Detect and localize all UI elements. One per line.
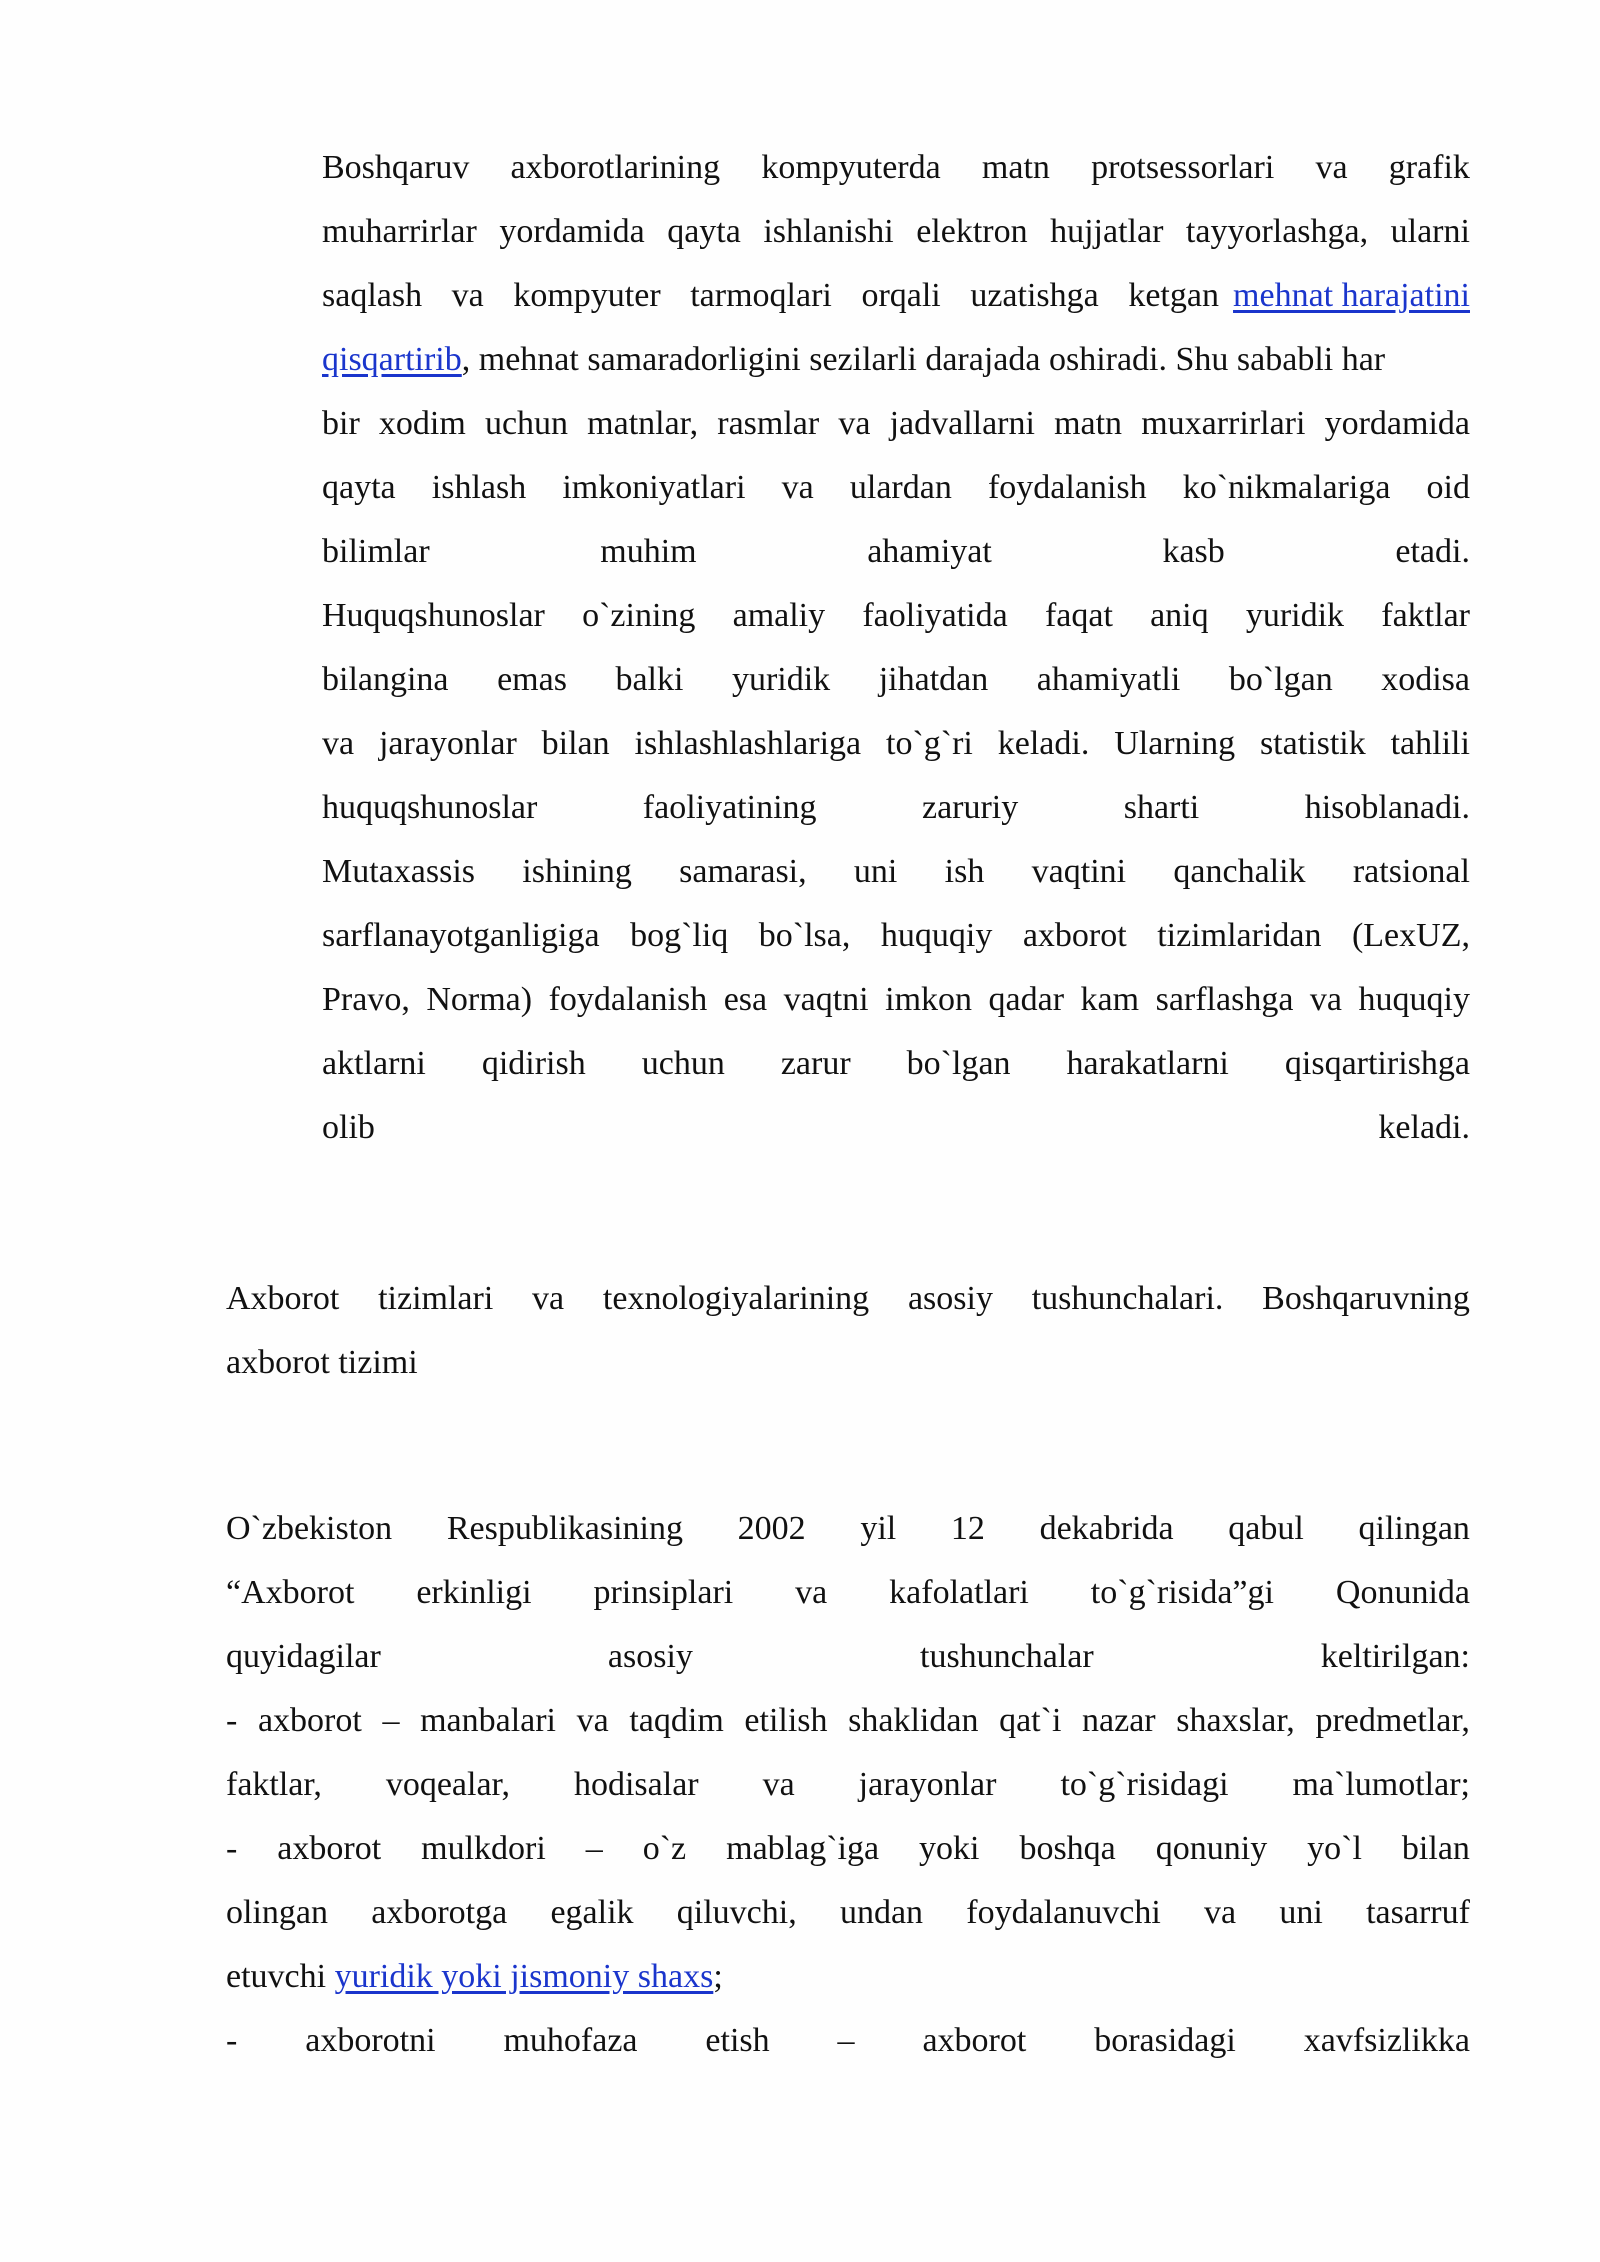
text-line	[322, 528, 1470, 576]
word: jarayonlar	[858, 1766, 997, 1803]
word: ma`lumotlar;	[1292, 1766, 1470, 1803]
word: va	[1315, 149, 1348, 186]
word: o`z	[642, 1830, 687, 1867]
word: tushunchalari.	[1031, 1280, 1224, 1317]
word: nazar	[1082, 1702, 1156, 1739]
word: matnlar,	[587, 405, 699, 442]
word: to`g`ri	[886, 725, 973, 762]
word: Boshqaruv	[322, 149, 470, 186]
text-line	[322, 464, 1470, 512]
word: foydalanish	[987, 469, 1147, 506]
word: sarflashga	[1155, 981, 1294, 1018]
word: aniq	[1150, 597, 1209, 634]
text-line	[322, 272, 1470, 320]
word: muhim	[600, 533, 697, 570]
word: xavfsizlikka	[1303, 2022, 1470, 2059]
word: Huquqshunoslar	[322, 597, 545, 634]
word: yuridik	[731, 661, 831, 698]
word: mulkdori	[421, 1830, 546, 1867]
word: protsessorlari	[1091, 149, 1275, 186]
word: uchun	[641, 1045, 725, 1082]
word: huquqiy	[880, 917, 993, 954]
link-mehnat-harajatini[interactable]: mehnat harajatini	[1233, 277, 1470, 314]
word: Mutaxassis	[322, 853, 475, 890]
word: to`g`risida”gi	[1090, 1574, 1274, 1611]
word: Axborot	[226, 1280, 340, 1317]
text-line	[322, 1104, 1470, 1152]
word: axborotlarining	[510, 149, 721, 186]
word: huquqiy	[1358, 981, 1470, 1018]
word: tahlili	[1390, 725, 1470, 762]
word: etilish	[744, 1702, 828, 1739]
link-qisqartirib[interactable]: qisqartirib	[322, 341, 462, 378]
word: qayta	[322, 469, 396, 506]
word: voqealar,	[385, 1766, 511, 1803]
word: keltirilgan:	[1320, 1638, 1470, 1675]
word: va	[838, 405, 871, 442]
word: qidirish	[481, 1045, 586, 1082]
text-line	[322, 720, 1470, 768]
word: Respublikasining	[446, 1510, 683, 1547]
word: qayta	[667, 213, 741, 250]
word: Pravo,	[322, 981, 410, 1018]
word: –	[585, 1830, 603, 1867]
word: 2002	[737, 1510, 806, 1547]
word: emas	[497, 661, 567, 698]
word: axborotni	[305, 2022, 436, 2059]
word: –	[382, 1702, 400, 1739]
word: borasidagi	[1094, 2022, 1236, 2059]
word: egalik	[550, 1894, 634, 1931]
text-line	[226, 1825, 1470, 1873]
word: prinsiplari	[593, 1574, 734, 1611]
word: tizimlaridan	[1157, 917, 1322, 954]
word: muharrirlar	[322, 213, 477, 250]
word: imkoniyatlari	[562, 469, 746, 506]
word: muxarrirlari	[1141, 405, 1306, 442]
text-line-segment	[322, 272, 1219, 320]
word: kasb	[1162, 533, 1225, 570]
word: boshqa	[1019, 1830, 1116, 1867]
word: tayyorlashga,	[1185, 213, 1369, 250]
word: kompyuterda	[761, 149, 941, 186]
word: ahamiyat	[867, 533, 992, 570]
text-line	[226, 2017, 1470, 2065]
word: xodim	[378, 405, 466, 442]
word: kafolatlari	[889, 1574, 1029, 1611]
word: uni	[853, 853, 898, 890]
word: va	[322, 725, 355, 762]
text-line	[226, 1761, 1470, 1809]
word: yuridik	[1245, 597, 1345, 634]
text-line	[226, 1697, 1470, 1745]
word: ishlashlashlariga	[634, 725, 862, 762]
text-line-segment: ;	[713, 1958, 723, 1995]
word: qilingan	[1358, 1510, 1470, 1547]
word: 12	[950, 1510, 985, 1547]
text-line	[322, 912, 1470, 960]
word: tushunchalar	[920, 1638, 1094, 1675]
word: ulardan	[849, 469, 952, 506]
word: Boshqaruvning	[1262, 1280, 1470, 1317]
word: jadvallarni	[889, 405, 1035, 442]
word: matn	[1054, 405, 1123, 442]
word: zaruriy	[921, 789, 1019, 826]
word: shaxslar,	[1176, 1702, 1295, 1739]
text-line-segment: , mehnat samaradorligini sezilarli darajada oshiradi. Shu sababli har	[461, 341, 1386, 378]
word: qisqartirishga	[1284, 1045, 1470, 1082]
word: uchun	[484, 405, 569, 442]
word: qonuniy	[1155, 1830, 1268, 1867]
word: ratsional	[1352, 853, 1470, 890]
text-line	[226, 1569, 1470, 1617]
word: samarasi,	[679, 853, 807, 890]
text-line	[226, 1953, 1470, 2001]
word: esa	[723, 981, 768, 1018]
word: O`zbekiston	[226, 1510, 393, 1547]
heading-line: axborot tizimi	[226, 1344, 418, 1381]
word: elektron	[916, 213, 1028, 250]
word: Qonunida	[1335, 1574, 1470, 1611]
word: bo`lgan	[906, 1045, 1011, 1082]
word: yil	[860, 1510, 897, 1547]
word: hisoblanadi.	[1304, 789, 1470, 826]
word: zarur	[780, 1045, 851, 1082]
text-line	[322, 336, 1470, 384]
word: va	[781, 469, 814, 506]
word: tizimlari	[378, 1280, 494, 1317]
word: qabul	[1228, 1510, 1304, 1547]
word: tasarruf	[1366, 1894, 1470, 1931]
word: Norma)	[426, 981, 533, 1018]
word: foydalanuvchi	[966, 1894, 1161, 1931]
word: to`g`risidagi	[1060, 1766, 1229, 1803]
word: (LexUZ,	[1351, 917, 1470, 954]
word: yo`l	[1307, 1830, 1362, 1867]
text-line	[322, 400, 1470, 448]
word: va	[1309, 981, 1343, 1018]
word: axborot	[922, 2022, 1027, 2059]
word: ish	[944, 853, 985, 890]
word: bilan	[541, 725, 610, 762]
text-line	[322, 144, 1470, 192]
word: bir	[322, 405, 360, 442]
word: ketgan	[1128, 277, 1219, 314]
word: yordamida	[499, 213, 645, 250]
word: ahamiyatli	[1036, 661, 1181, 698]
word: va	[795, 1574, 828, 1611]
word: erkinligi	[416, 1574, 532, 1611]
word: bo`lgan	[1228, 661, 1333, 698]
word: sarflanayotganligiga	[322, 917, 600, 954]
word: faktlar	[1381, 597, 1470, 634]
word: va	[762, 1766, 795, 1803]
text-line	[322, 784, 1470, 832]
word: uzatishga	[970, 277, 1099, 314]
word: oid	[1426, 469, 1470, 506]
word: uni	[1279, 1894, 1323, 1931]
word: huquqshunoslar	[322, 789, 538, 826]
word: quyidagilar	[226, 1638, 381, 1675]
word: kompyuter	[513, 277, 661, 314]
word: dekabrida	[1039, 1510, 1174, 1547]
word: orqali	[861, 277, 941, 314]
word: etadi.	[1395, 533, 1470, 570]
word: jihatdan	[878, 661, 989, 698]
word: grafik	[1388, 149, 1470, 186]
text-line	[322, 208, 1470, 256]
word: vaqtni	[783, 981, 869, 1018]
word: keladi.	[997, 725, 1090, 762]
word: mablag`iga	[726, 1830, 880, 1867]
word: o`zining	[582, 597, 696, 634]
word: harakatlarni	[1066, 1045, 1229, 1082]
text-line	[226, 1889, 1470, 1937]
word: yoki	[919, 1830, 980, 1867]
word: qiluvchi,	[676, 1894, 797, 1931]
text-line	[322, 656, 1470, 704]
word: olingan	[226, 1894, 328, 1931]
word: vaqtini	[1031, 853, 1127, 890]
word: statistik	[1259, 725, 1366, 762]
word: axborot	[1022, 917, 1127, 954]
word: qanchalik	[1173, 853, 1306, 890]
word: sharti	[1123, 789, 1200, 826]
word: yordamida	[1324, 405, 1470, 442]
word: manbalari	[420, 1702, 556, 1739]
word: ishlash	[431, 469, 527, 506]
word: axborot	[257, 1702, 362, 1739]
word: faktlar,	[226, 1766, 322, 1803]
word: predmetlar,	[1315, 1702, 1470, 1739]
word: kam	[1080, 981, 1140, 1018]
word: muhofaza	[503, 2022, 638, 2059]
word: foydalanish	[548, 981, 708, 1018]
word: ko`nikmalariga	[1182, 469, 1391, 506]
word: bilan	[1401, 1830, 1470, 1867]
word: –	[837, 2022, 855, 2059]
word: “Axborot	[226, 1574, 355, 1611]
text-line	[322, 592, 1470, 640]
word: -	[226, 2022, 238, 2059]
text-line-segment: etuvchi	[226, 1958, 327, 1995]
word: Ularning	[1114, 725, 1236, 762]
word: imkon	[885, 981, 973, 1018]
word: balki	[615, 661, 684, 698]
word: tarmoqlari	[690, 277, 832, 314]
word: xodisa	[1381, 661, 1470, 698]
word: hodisalar	[573, 1766, 699, 1803]
word: hujjatlar	[1050, 213, 1164, 250]
word: faoliyatining	[642, 789, 817, 826]
word: rasmlar	[717, 405, 820, 442]
text-line	[226, 1633, 1470, 1681]
word: bilimlar	[322, 533, 430, 570]
word: shaklidan	[848, 1702, 979, 1739]
word: ularni	[1390, 213, 1470, 250]
word: texnologiyalarining	[602, 1280, 870, 1317]
word: bo`lsa,	[758, 917, 851, 954]
word: etish	[705, 2022, 770, 2059]
word: -	[226, 1830, 238, 1867]
text-line	[322, 1040, 1470, 1088]
text-line	[322, 848, 1470, 896]
word: bog`liq	[630, 917, 729, 954]
word: qadar	[988, 981, 1065, 1018]
word: matn	[981, 149, 1050, 186]
word: asosiy	[907, 1280, 993, 1317]
word: -	[226, 1702, 238, 1739]
word: keladi.	[1378, 1109, 1470, 1146]
word: axborotga	[371, 1894, 508, 1931]
word: va	[532, 1280, 565, 1317]
word: aktlarni	[322, 1045, 426, 1082]
heading-line	[226, 1275, 1470, 1323]
word: va	[451, 277, 484, 314]
word: faqat	[1044, 597, 1113, 634]
word: bilangina	[322, 661, 449, 698]
text-line	[226, 1505, 1470, 1553]
word: saqlash	[322, 277, 423, 314]
word: amaliy	[732, 597, 826, 634]
word: faoliyatida	[862, 597, 1008, 634]
word: taqdim	[629, 1702, 724, 1739]
word: va	[576, 1702, 609, 1739]
word: jarayonlar	[378, 725, 517, 762]
word: ishining	[522, 853, 632, 890]
word: va	[1204, 1894, 1237, 1931]
link-yuridik-yoki-jismoniy-shaxs[interactable]: yuridik yoki jismoniy shaxs	[334, 1958, 714, 1995]
word: asosiy	[607, 1638, 693, 1675]
word: qat`i	[999, 1702, 1062, 1739]
word: ishlanishi	[763, 213, 894, 250]
word: olib	[322, 1109, 375, 1146]
word: undan	[839, 1894, 924, 1931]
word: axborot	[277, 1830, 382, 1867]
text-line	[322, 976, 1470, 1024]
